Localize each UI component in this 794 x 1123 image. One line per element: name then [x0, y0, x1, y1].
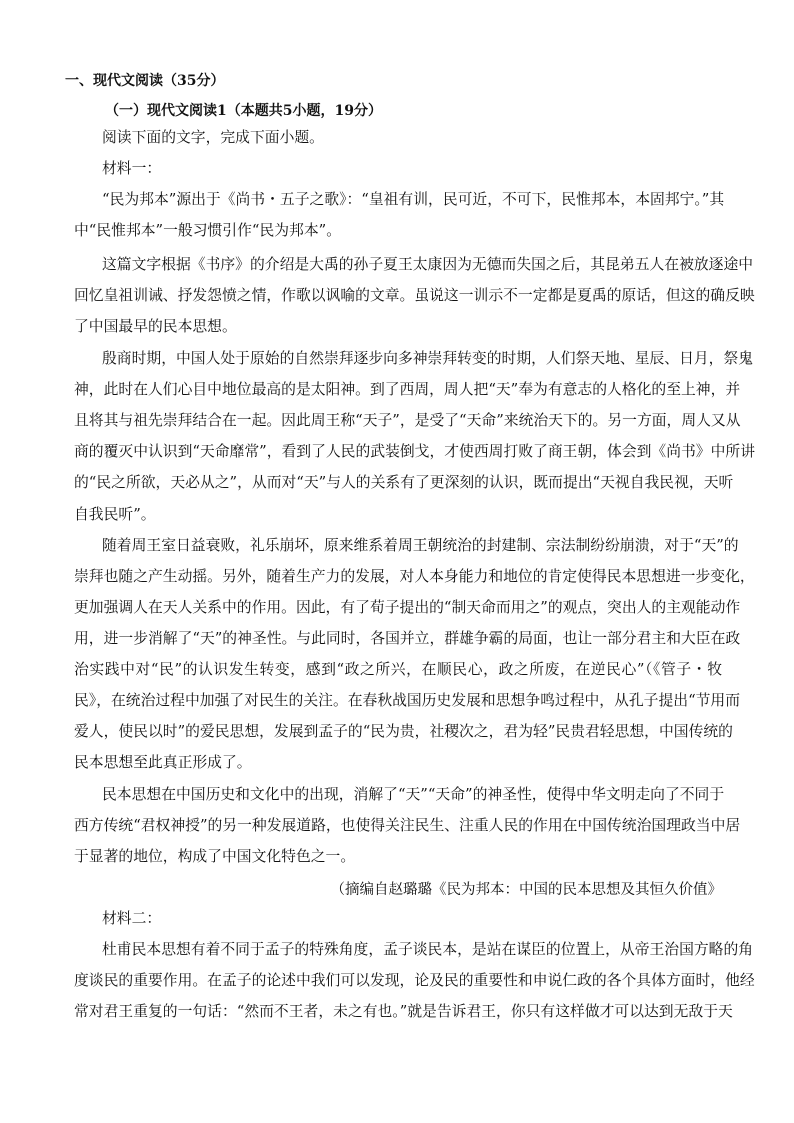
- paragraph-line: 商的覆灭中认识到“天命靡常”，看到了人民的武装倒戈，才使西周打败了商王朝，体会到《尚书》中所讲: [74, 443, 755, 460]
- paragraph-line: 随着周王室日益衰败，礼乐崩坏，原来维系着周王朝统治的封建制、宗法制纷纷崩溃，对于“天”的: [102, 537, 739, 554]
- paragraph-line: 民本思想在中国历史和文化中的出现，消解了“天”“天命”的神圣性，使得中华文明走向了不同于: [102, 786, 725, 803]
- paragraph-line: 神，此时在人们心目中地位最高的是太阳神。到了西周，周人把“天”奉为有意志的人格化的至上神，并: [74, 381, 741, 398]
- paragraph-line: 民》，在统治过程中加强了对民生的关注。在春秋战国历史发展和思想争鸣过程中，从孔子提出“节用而: [74, 692, 741, 709]
- paragraph-line: 了中国最早的民本思想。: [74, 318, 237, 335]
- paragraph-line: 杜甫民本思想有着不同于孟子的特殊角度，孟子谈民本，是站在谋臣的位置上，从帝王治国方略的角: [102, 941, 754, 958]
- instruction: 阅读下面的文字，完成下面小题。: [102, 129, 324, 146]
- paragraph-line: 中“民惟邦本”一般习惯引作“民为邦本”。: [74, 222, 342, 239]
- paragraph-line: 殷商时期，中国人处于原始的自然崇拜逐步向多神崇拜转变的时期，人们祭天地、星辰、日月，祭鬼: [102, 350, 754, 367]
- subsection-title: （一）现代文阅读1（本题共5小题，19分）: [105, 103, 382, 119]
- paragraph-line: 崇拜也随之产生动摇。另外，随着生产力的发展，对人本身能力和地位的肯定使得民本思想进一步变化，: [74, 568, 755, 585]
- material1-label: 材料一：: [102, 160, 162, 177]
- paragraph-line: 自我民听”。: [74, 506, 156, 523]
- paragraph-line: 更加强调人在天人关系中的作用。因此，有了荀子提出的“制天命而用之”的观点，突出人的主观能动作: [74, 599, 741, 616]
- paragraph-line: 回忆皇祖训诫、抒发怨愤之情，作歌以讽喻的文章。虽说这一训示不一定都是夏禹的原话，但这的确反映: [74, 287, 755, 304]
- paragraph-line: 常对君王重复的一句话：“然而不王者，未之有也。”就是告诉君王，你只有这样做才可以达到无敌于天: [74, 1003, 733, 1020]
- paragraph-line: 用，进一步消解了“天”的神圣性。与此同时，各国并立，群雄争霸的局面，也让一部分君主和大臣在政: [74, 630, 741, 647]
- paragraph-line: 的“民之所欲，天必从之”，从而对“天”与人的关系有了更深刻的认识，既而提出“天视自我民视，天听: [74, 474, 734, 491]
- paragraph-line: 这篇文字根据《书序》的介绍是大禹的孙子夏王太康因为无德而失国之后，其昆弟五人在被放逐途中: [102, 256, 754, 273]
- paragraph-line: 西方传统“君权神授”的另一种发展道路，也使得关注民生、注重人民的作用在中国传统治国理政当中居: [74, 817, 741, 834]
- paragraph-line: 度谈民的重要作用。在孟子的论述中我们可以发现，论及民的重要性和申说仁政的各个具体方面时，他经: [74, 972, 755, 989]
- source-citation: （摘编自赵璐璐《民为邦本：中国的民本思想及其恒久价值》: [330, 882, 722, 898]
- paragraph-line: 且将其与祖先崇拜结合在一起。因此周王称“天子”，是受了“天命”来统治天下的。另一方面，周人又从: [74, 412, 741, 429]
- paragraph-line: 爱人，使民以时”的爱民思想，发展到孟子的“民为贵，社稷次之，君为轻”民贵君轻思想，中国传统的: [74, 723, 733, 740]
- paragraph-line: 于显著的地位，构成了中国文化特色之一。: [74, 848, 356, 865]
- section-title: 一、现代文阅读（35分）: [65, 73, 225, 89]
- material2-label: 材料二：: [102, 910, 162, 927]
- paragraph-line: “民为邦本”源出于《尚书・五子之歌》：“皇祖有训，民可近，不可下，民惟邦本，本固邦宁。”其: [102, 191, 725, 208]
- paragraph-line: 民本思想至此真正形成了。: [74, 754, 252, 771]
- paragraph-line: 治实践中对“民”的认识发生转变，感到“政之所兴，在顺民心，政之所废，在逆民心”（《管子・牧: [74, 661, 722, 678]
